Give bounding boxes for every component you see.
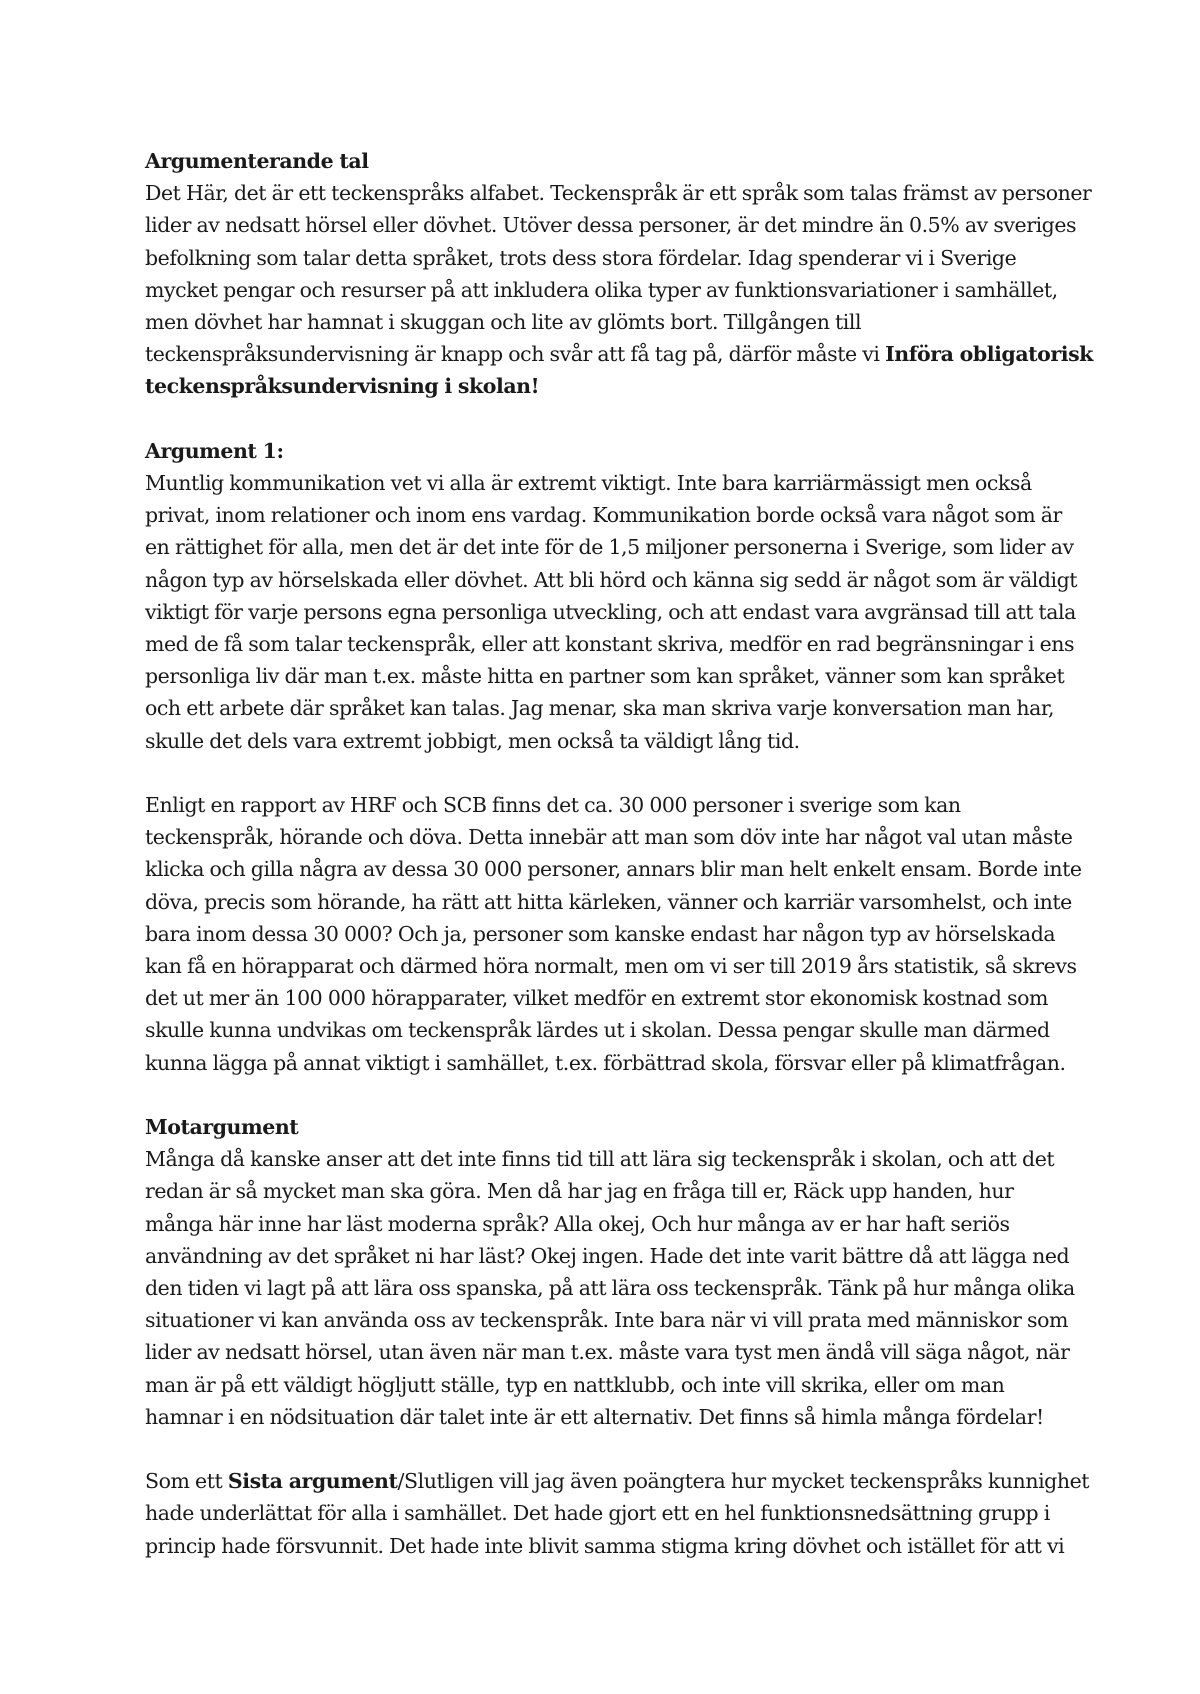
text-line: Muntlig kommunikation vet vi alla är extremt viktigt. Inte bara karriärmässigt men också — [145, 471, 1032, 496]
text-line: teckenspråk, hörande och döva. Detta innebär att man som döv inte har något val utan måste — [145, 825, 1073, 850]
text-line — [145, 338, 1093, 370]
report-section — [145, 789, 1082, 1079]
counter-argument-section — [145, 1111, 1075, 1433]
text-line: hade underlättat för alla i samhället. Det hade gjort ett en hel funktionsnedsättning grupp i — [145, 1501, 1050, 1526]
intro-section — [145, 145, 1093, 403]
text-line: situationer vi kan använda oss av teckenspråk. Inte bara när vi vill prata med människor som — [145, 1308, 1068, 1333]
text-line: Många då kanske anser att det inte finns tid till att lära sig teckenspråk i skolan, och att det — [145, 1147, 1055, 1172]
section-heading: Motargument — [145, 1115, 299, 1140]
text-line: många här inne har läst moderna språk? Alla okej, Och hur många av er har haft seriös — [145, 1211, 1010, 1236]
text-line: kunna lägga på annat viktigt i samhället, t.ex. förbättrad skola, försvar eller på klimatfrågan. — [145, 1050, 1066, 1075]
text-line: klicka och gilla några av dessa 30 000 personer, annars blir man helt enkelt ensam. Borde inte — [145, 857, 1082, 882]
text-line: någon typ av hörselskada eller dövhet. Att bli hörd och känna sig sedd är något som är väldigt — [145, 567, 1078, 592]
inline-heading-bold: Sista argument — [227, 1469, 398, 1494]
text-line: befolkning som talar detta språket, trots dess stora fördelar. Idag spenderar vi i Sverige — [145, 245, 1017, 270]
argument-1-section — [145, 435, 1078, 757]
text-line: redan är så mycket man ska göra. Men då har jag en fråga till er, Räck upp handen, hur — [145, 1179, 1014, 1204]
text-line: Enligt en rapport av HRF och SCB finns det ca. 30 000 personer i sverige som kan — [145, 793, 961, 818]
text-line: kan få en hörapparat och därmed höra normalt, men om vi ser till 2019 års statistik, så skrevs — [145, 954, 1077, 979]
text-line: man är på ett väldigt högljutt ställe, typ en nattklubb, och inte vill skrika, eller om man — [145, 1372, 1005, 1397]
page-title: Argumenterande tal — [145, 149, 369, 173]
text-line: bara inom dessa 30 000? Och ja, personer som kanske endast har någon typ av hörselskada — [145, 921, 1056, 946]
text-segment: teckenspråksundervisning är knapp och svår att få tag på, därför måste vi — [145, 342, 886, 367]
text-line: den tiden vi lagt på att lära oss spanska, på att lära oss teckenspråk. Tänk på hur många olika — [145, 1276, 1075, 1301]
text-line: princip hade försvunnit. Det hade inte blivit samma stigma kring dövhet och istället för att vi — [145, 1533, 1065, 1558]
text-line: skulle det dels vara extremt jobbigt, men också ta väldigt lång tid. — [145, 728, 800, 753]
document-page — [145, 145, 1093, 1594]
text-segment: /Slutligen vill jag även poängtera hur mycket teckenspråks kunnighet — [397, 1469, 1090, 1494]
text-line: en rättighet för alla, men det är det inte för de 1,5 miljoner personerna i Sverige, som lider av — [145, 535, 1074, 560]
text-line: användning av det språket ni har läst? Okej ingen. Hade det inte varit bättre då att lägga ned — [145, 1243, 1070, 1268]
text-line: mycket pengar och resurser på att inkludera olika typer av funktionsvariationer i samhället, — [145, 277, 1058, 302]
text-line: privat, inom relationer och inom ens vardag. Kommunikation borde också vara något som är — [145, 503, 1062, 528]
text-line: lider av nedsatt hörsel eller dövhet. Utöver dessa personer, är det mindre än 0.5% av sveriges — [145, 213, 1077, 238]
text-line: med de få som talar teckenspråk, eller att konstant skriva, medför en rad begränsningar i ens — [145, 632, 1075, 657]
text-line: döva, precis som hörande, ha rätt att hitta kärleken, vänner och karriär varsomhelst, och inte — [145, 889, 1072, 914]
section-heading: Argument 1: — [145, 438, 284, 463]
text-line: personliga liv där man t.ex. måste hitta en partner som kan språket, vänner som kan språket — [145, 664, 1065, 689]
text-line: lider av nedsatt hörsel, utan även när man t.ex. måste vara tyst men ändå vill säga något, när — [145, 1340, 1070, 1365]
text-line — [145, 1465, 1090, 1497]
last-argument-section — [145, 1465, 1090, 1562]
text-line: och ett arbete där språket kan talas. Jag menar, ska man skriva varje konversation man har, — [145, 696, 1055, 721]
text-line: skulle kunna undvikas om teckenspråk lärdes ut i skolan. Dessa pengar skulle man därmed — [145, 1018, 1050, 1043]
thesis-bold: Införa obligatorisk — [885, 342, 1093, 367]
text-line: men dövhet har hamnat i skuggan och lite av glömts bort. Tillgången till — [145, 310, 862, 335]
thesis-bold: teckenspråksundervisning i skolan! — [145, 374, 540, 399]
text-line: hamnar i en nödsituation där talet inte är ett alternativ. Det finns så himla många fördelar! — [145, 1404, 1044, 1429]
text-segment: Som ett — [145, 1469, 228, 1494]
text-line — [145, 370, 1070, 402]
text-line: viktigt för varje persons egna personliga utveckling, och att endast vara avgränsad till att tala — [145, 599, 1076, 624]
text-line: Det Här, det är ett teckenspråks alfabet. Teckenspråk är ett språk som talas främst av personer — [145, 181, 1092, 206]
text-line: det ut mer än 100 000 hörapparater, vilket medför en extremt stor ekonomisk kostnad som — [145, 986, 1048, 1011]
